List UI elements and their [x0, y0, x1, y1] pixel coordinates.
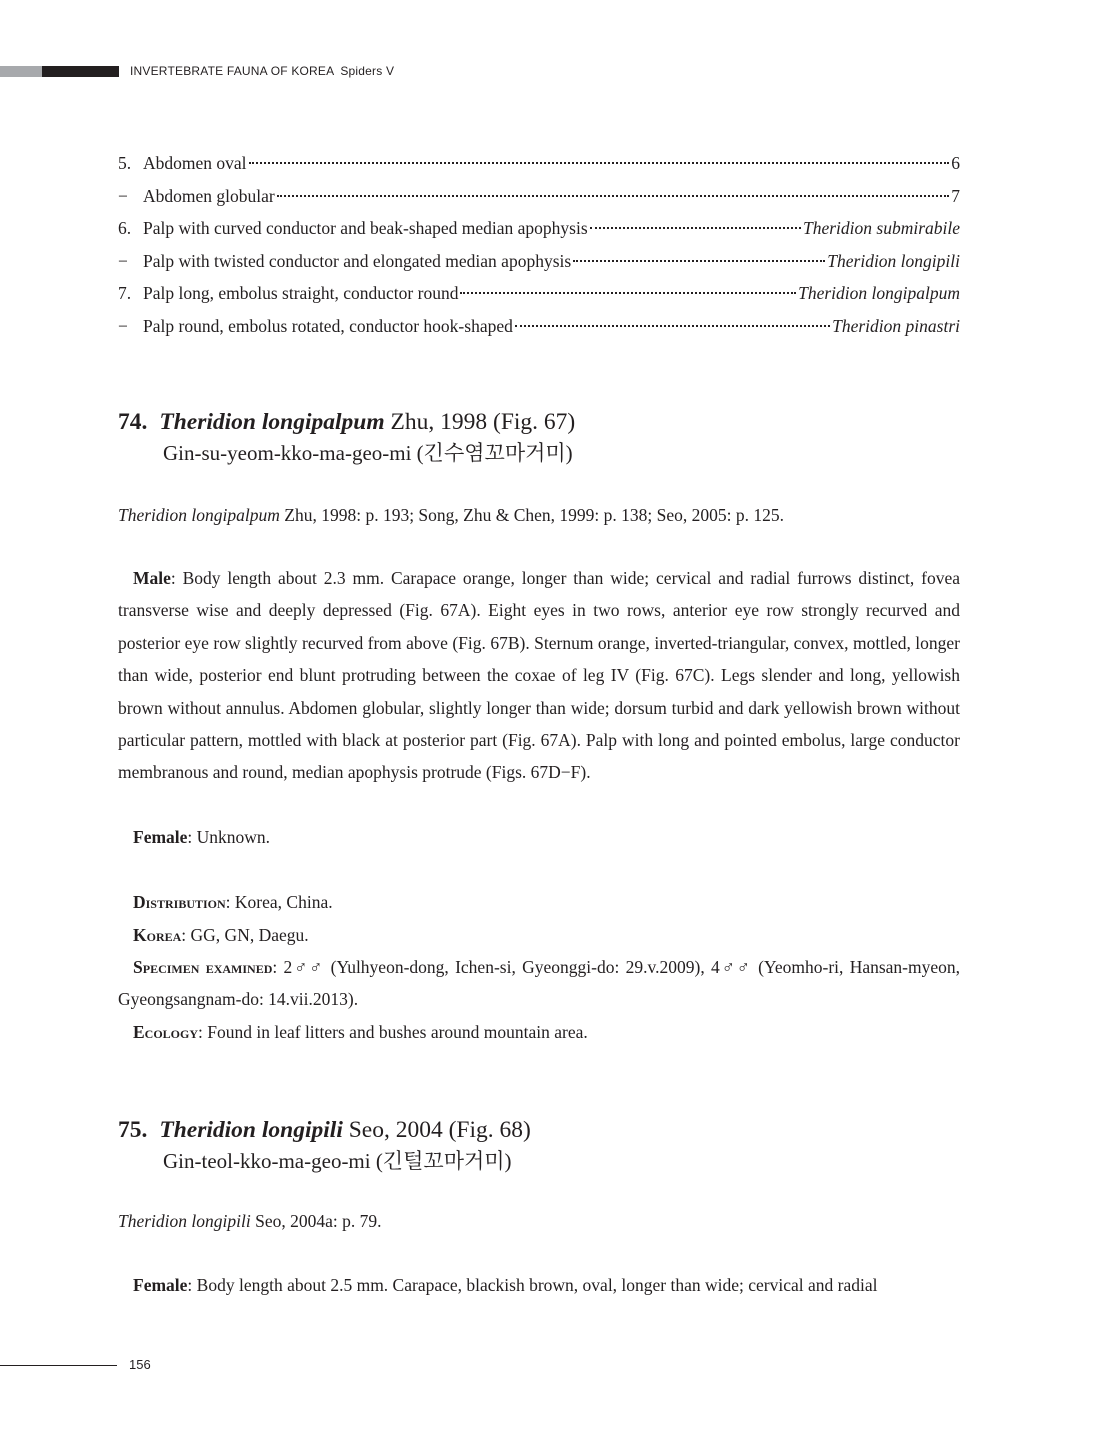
female-label: Female — [133, 1275, 188, 1295]
key-text: Palp with curved conductor and beak-shaped median apophysis — [143, 218, 588, 239]
specimen-label: Specimen examined — [133, 957, 273, 977]
key-number: 7. — [118, 283, 132, 304]
key-leader-dots — [249, 162, 950, 164]
species-74-korea-records — [118, 919, 309, 951]
species-74-korean-name: Gin-su-yeom-kko-ma-geo-mi (긴수염꼬마거미) — [163, 441, 573, 465]
species-75-female-description — [118, 1269, 878, 1301]
species-figure-ref: (Fig. 67) — [493, 409, 576, 435]
species-74-specimens — [118, 951, 960, 1016]
identification-key — [118, 147, 960, 343]
species-75-korean-name: Gin-teol-kko-ma-geo-mi (긴털꼬마거미) — [163, 1149, 512, 1173]
species-figure-ref: (Fig. 68) — [448, 1117, 531, 1143]
species-author: Seo, 2004 — [348, 1117, 443, 1143]
header-bar-light — [0, 66, 42, 77]
key-result: Theridion pinastri — [832, 315, 960, 336]
species-74-heading — [118, 406, 575, 438]
biblio-references: Zhu, 1998: p. 193; Song, Zhu & Chen, 1999: p. 138; Seo, 2005: p. 125. — [279, 505, 784, 525]
running-header-title: INVERTEBRATE FAUNA OF KOREA — [130, 64, 335, 78]
specimen-text: : 2♂♂ (Yulhyeon-dong, Ichen-si, Gyeonggi-do: 29.v.2009), 4♂♂ (Yeomho-ri, Hansan-myeon, Gyeongsangnam-do: 14.vii.2013). — [118, 957, 961, 1010]
species-scientific-name: Theridion longipalpum — [159, 409, 385, 435]
species-74-female — [118, 821, 270, 853]
female-text: : Unknown. — [187, 827, 271, 847]
key-number: 6. — [118, 218, 132, 239]
key-row — [118, 245, 960, 278]
species-scientific-name: Theridion longipili — [159, 1117, 343, 1143]
species-74-ecology — [118, 1016, 588, 1048]
species-75-heading — [118, 1114, 531, 1146]
female-label: Female — [133, 827, 188, 847]
distribution-text: : Korea, China. — [225, 892, 333, 912]
key-row — [118, 212, 960, 245]
running-header — [130, 64, 394, 78]
key-text: Abdomen oval — [143, 153, 247, 173]
key-text: Abdomen globular — [143, 185, 275, 206]
key-leader-dots — [515, 325, 830, 327]
species-74-distribution — [118, 886, 333, 918]
key-leader-dots — [573, 260, 825, 262]
biblio-name: Theridion longipili — [118, 1211, 251, 1231]
male-label: Male — [133, 568, 171, 588]
species-number: 74. — [118, 409, 148, 435]
key-result: Theridion submirabile — [802, 218, 960, 239]
distribution-label: Distribution — [133, 892, 226, 912]
key-number: − — [118, 185, 128, 206]
species-74-male-description — [118, 562, 960, 789]
key-leader-dots — [277, 195, 950, 197]
key-row — [118, 277, 960, 310]
korea-label: Korea — [133, 925, 182, 945]
key-text: Palp long, embolus straight, conductor round — [143, 283, 459, 304]
ecology-label: Ecology — [133, 1022, 199, 1042]
key-row — [118, 147, 960, 180]
biblio-name: Theridion longipalpum — [118, 505, 280, 525]
key-text: Palp round, embolus rotated, conductor hook-shaped — [143, 315, 513, 336]
species-75-bibliography — [118, 1208, 382, 1234]
key-result: Theridion longipili — [827, 250, 960, 271]
running-header-series: Spiders V — [340, 64, 395, 78]
species-number: 75. — [118, 1117, 148, 1143]
page-number: 156 — [129, 1357, 151, 1372]
footer-rule — [0, 1365, 117, 1366]
female-text: : Body length about 2.5 mm. Carapace, blackish brown, oval, longer than wide; cervical and radial — [187, 1275, 878, 1295]
korea-text: : GG, GN, Daegu. — [181, 925, 309, 945]
header-bar-dark — [42, 66, 119, 77]
biblio-references: Seo, 2004a: p. 79. — [250, 1211, 382, 1231]
key-row — [118, 180, 960, 213]
male-text: : Body length about 2.3 mm. Carapace orange, longer than wide; cervical and radial furrows distinct, fovea transverse wise and deeply depressed (Fig. 67A). Eight eyes in two rows, anterior eye row strongly recurved and posterior eye row slightly recurved from above (Fig. 67B). Sternum orange, inverted-triangular, convex, mottled, longer than wide, posterior end blunt protruding between the coxae of leg IV (Fig. 67C). Legs slender and long, yellowish brown without annulus. Abdomen globular, slightly longer than wide; dorsum turbid and dark yellowish brown without particular pattern, mottled with black at posterior part (Fig. 67A). Palp with long and pointed embolus, large conductor membranous and round, median apophysis protrude (Figs. 67D−F). — [118, 568, 960, 783]
key-leader-dots — [460, 292, 796, 294]
key-result: 7 — [951, 185, 960, 206]
ecology-text: : Found in leaf litters and bushes around mountain area. — [198, 1022, 588, 1042]
key-number: 5. — [118, 153, 132, 173]
key-number: − — [118, 250, 128, 271]
species-74-bibliography — [118, 502, 784, 528]
key-number: − — [118, 315, 128, 336]
key-row — [118, 310, 960, 343]
key-leader-dots — [590, 227, 801, 229]
key-text: Palp with twisted conductor and elongated median apophysis — [143, 250, 572, 271]
key-result: 6 — [951, 153, 960, 173]
key-result: Theridion longipalpum — [798, 283, 960, 304]
species-author: Zhu, 1998 — [390, 409, 488, 435]
